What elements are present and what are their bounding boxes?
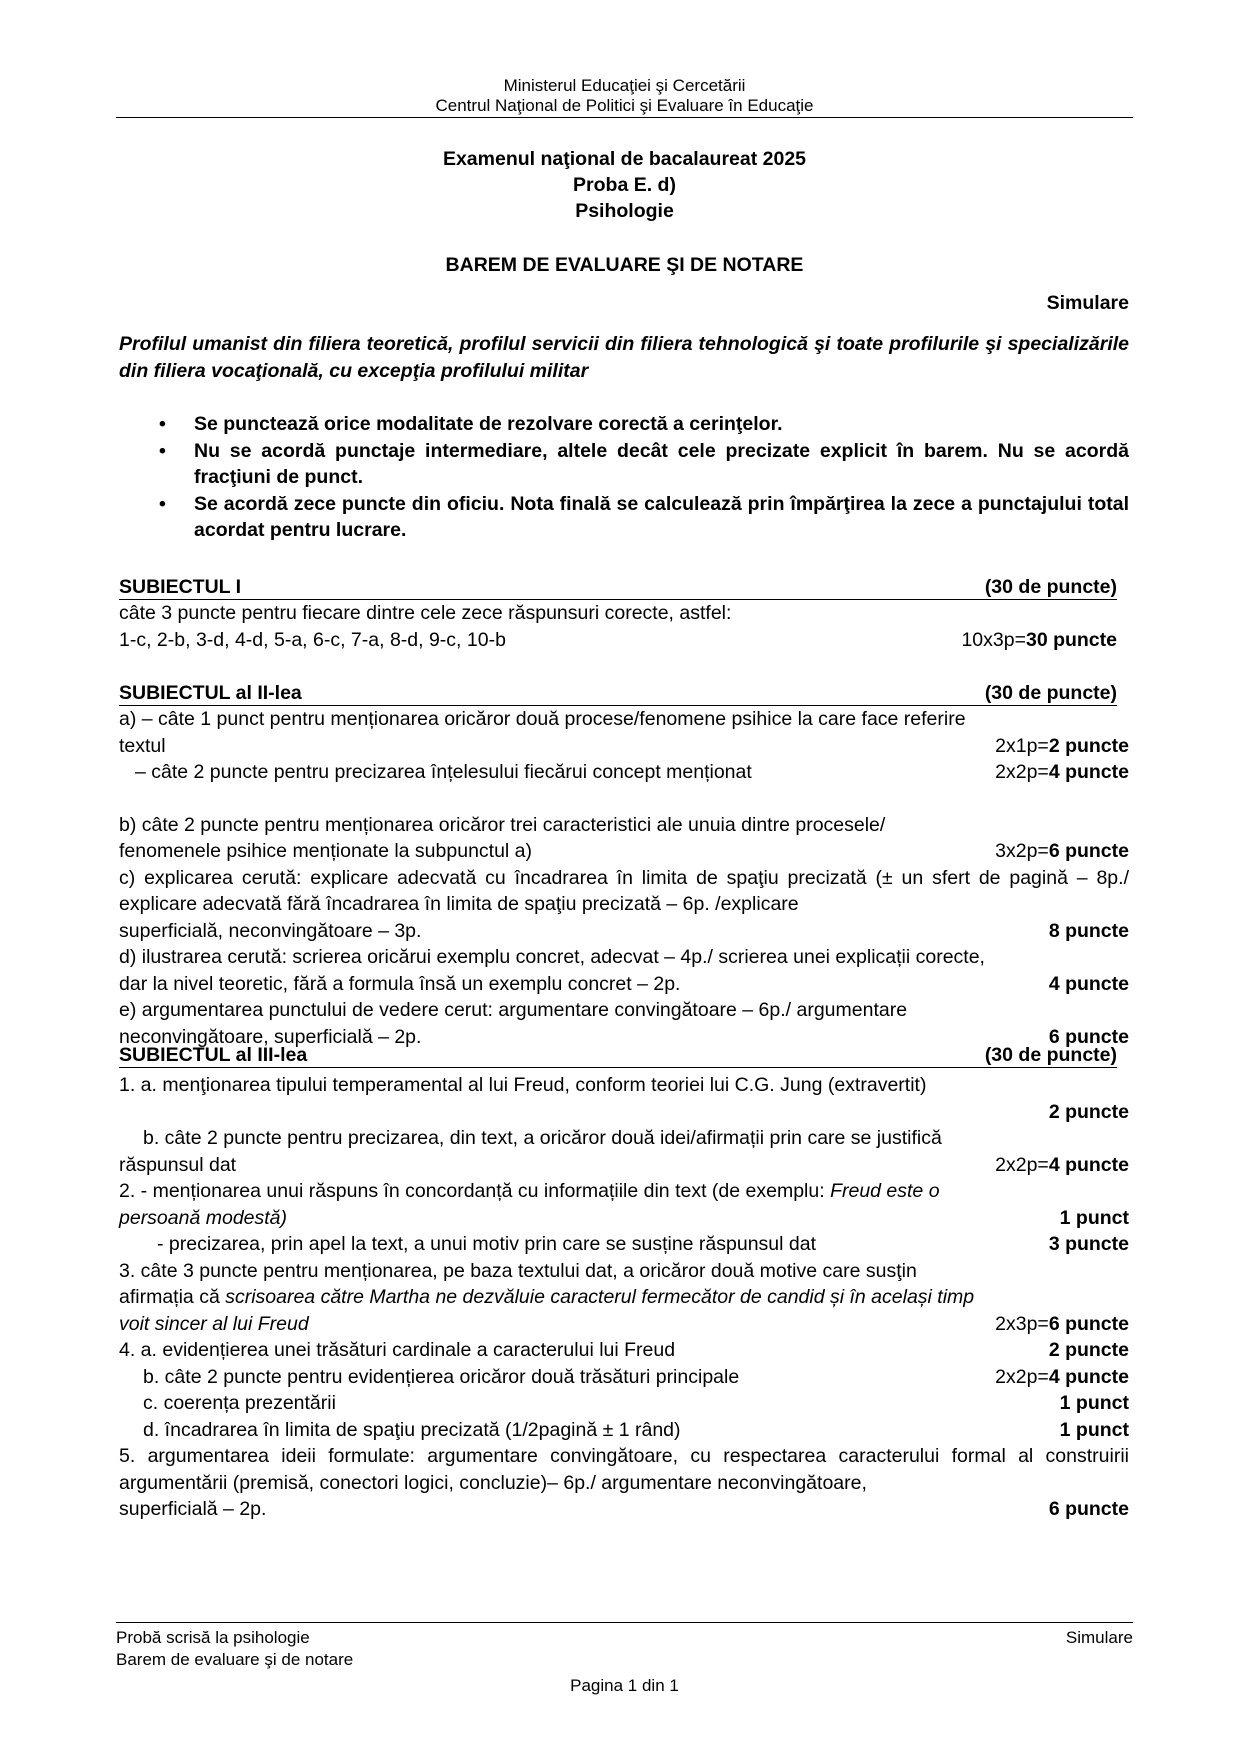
center-name: Centrul Naţional de Politici şi Evaluare în Educaţie bbox=[435, 96, 814, 115]
section-1-heading: SUBIECTUL I (30 de puncte) bbox=[119, 576, 1117, 598]
rule-item: • Se punctează orice modalitate de rezolvare corectă a cerinţelor. bbox=[119, 411, 1129, 438]
s2-d-last: dar la nivel teoretic, fără a formula însă un exemplu concret – 2p. 4 puncte bbox=[119, 972, 1129, 995]
s3-q5-text: 5. argumentarea ideii formulate: argumentare convingătoare, cu respectarea caracterului formal al construirii argumentării (premisă, conectori logici, concluzie)– 6p./ argumentare neconvingătoare, bbox=[119, 1445, 1129, 1494]
footer-line1: Probă scrisă la psihologie Simulare bbox=[116, 1628, 1133, 1647]
s2-e-text: e) argumentarea punctului de vedere cerut: argumentare convingătoare – 6p./ argumentare bbox=[119, 999, 908, 1021]
exam-title: Examenul naţional de bacalaureat 2025 bbox=[442, 148, 807, 170]
s1-answers-row: 1-c, 2-b, 3-d, 4-d, 5-a, 6-c, 7-a, 8-d, 9-c, 10-b 10x3p=30 puncte bbox=[119, 628, 1117, 651]
s2-b-line2: fenomenele psihice menționate la subpunctul a) 3x2p=6 puncte bbox=[119, 840, 1129, 862]
s3-q2-line2: persoană modestă) 1 punct bbox=[119, 1206, 1129, 1229]
s2-c-last: superficială, neconvingătoare – 3p. 8 puncte bbox=[119, 919, 1129, 942]
s3-q1a: 1. a. menţionarea tipului temperamental al lui Freud, conform teoriei lui C.G. Jung (extravertit) bbox=[119, 1074, 927, 1096]
rule-item: • Nu se acordă punctaje intermediare, altele decât cele precizate explicit în barem. Nu se acordă fracţiuni de punct. bbox=[159, 439, 1129, 488]
s3-q3-line2: afirmația că scrisoarea către Martha ne dezvăluie caracterul fermecător de candid și în același timp bbox=[119, 1286, 975, 1308]
s2-c-text: c) explicarea cerută: explicare adecvată cu încadrarea în limita de spaţiu precizată (± un sfert de pagină – 8p./ explicare adecvată fără încadrarea în limita de spaţiu precizată – 6p. /explicare bbox=[119, 866, 1129, 915]
ministry-name: Ministerul Educaţiei şi Cercetării bbox=[503, 76, 746, 95]
s3-q2-line1: 2. - menționarea unui răspuns în concordanță cu informațiile din text (de exemplu: Freud este o bbox=[119, 1180, 940, 1202]
exam-subject: Psihologie bbox=[575, 200, 674, 222]
s3-q4d: d. încadrarea în limita de spaţiu precizată (1/2pagină ± 1 rând) 1 punct bbox=[143, 1418, 1129, 1441]
s3-q4a: 4. a. evidențierea unei trăsături cardinale a caracterului lui Freud 2 puncte bbox=[119, 1339, 1129, 1361]
section-3 bbox=[119, 1044, 1129, 1523]
page-number: Pagina 1 din 1 bbox=[570, 1676, 679, 1695]
exam-proba: Proba E. d) bbox=[573, 174, 676, 196]
s3-q1b-last: răspunsul dat 2x2p=4 puncte bbox=[119, 1153, 1129, 1176]
section-2 bbox=[119, 682, 1129, 1050]
s2-a2: – câte 2 puncte pentru precizarea înțelesului fiecărui concept menționat 2x2p=4 puncte bbox=[135, 761, 1129, 783]
s3-q4b: b. câte 2 puncte pentru evidențierea oricăror două trăsături principale 2x2p=4 puncte bbox=[143, 1365, 1129, 1388]
s3-q2b: - precizarea, prin apel la text, a unui motiv prin care se susține răspunsul dat 3 puncte bbox=[157, 1233, 1129, 1255]
s2-b-line1: b) câte 2 puncte pentru menționarea oricăror trei caracteristici ale unuia dintre procesele/ bbox=[119, 813, 886, 836]
s3-q3-line3: voit sincer al lui Freud 2x3p=6 puncte bbox=[119, 1312, 1129, 1335]
s3-q1b-text: b. câte 2 puncte pentru precizarea, din text, a oricăror două idei/afirmații prin care se justifică bbox=[143, 1127, 942, 1149]
variant-label: Simulare bbox=[1046, 292, 1129, 314]
section-1 bbox=[119, 576, 1129, 653]
s3-q1a-score: 2 puncte bbox=[1048, 1100, 1129, 1123]
bullet-icon: • bbox=[159, 439, 166, 462]
bullet-icon: • bbox=[159, 492, 166, 515]
section-2-heading: SUBIECTUL al II-lea (30 de puncte) bbox=[119, 682, 1117, 704]
s3-q4c: c. coerența prezentării 1 punct bbox=[143, 1392, 1129, 1414]
footer-line2: Barem de evaluare şi de notare bbox=[116, 1650, 354, 1669]
rules-list bbox=[119, 411, 1129, 544]
barem-title: BAREM DE EVALUARE ŞI DE NOTARE bbox=[445, 254, 804, 276]
s2-d-text: d) ilustrarea cerută: scrierea oricărui exemplu concret, adecvat – 4p./ scrierea unei explicații corecte, bbox=[119, 946, 985, 968]
s2-a1-line2: textul 2x1p=2 puncte bbox=[119, 734, 1129, 757]
rule-item: • Se acordă zece puncte din oficiu. Nota finală se calculează prin împărţirea la zece a punctajului total acordat pentru lucrare. bbox=[159, 492, 1129, 541]
section-3-heading: SUBIECTUL al III-lea (30 de puncte) bbox=[119, 1044, 1117, 1066]
header-rule bbox=[116, 117, 1133, 118]
s1-intro: câte 3 puncte pentru fiecare dintre cele zece răspunsuri corecte, astfel: bbox=[119, 602, 732, 624]
bullet-icon: • bbox=[159, 413, 166, 435]
s2-a1-line1: a) – câte 1 punct pentru menționarea oricăror două procese/fenomene psihice la care face referire bbox=[119, 708, 966, 730]
profile-text: Profilul umanist din filiera teoretică, profilul servicii din filiera tehnologică şi toate profilurile şi specializările din filiera vocaţională, cu excepţia profilului militar bbox=[119, 333, 1129, 382]
s3-q3-line1: 3. câte 3 puncte pentru menționarea, pe baza textului dat, a oricăror două motive care susţin bbox=[119, 1259, 917, 1282]
footer-rule bbox=[116, 1622, 1133, 1623]
footer bbox=[116, 1627, 1133, 1697]
s3-q5-last: superficială – 2p. 6 puncte bbox=[119, 1498, 1129, 1520]
s2-e-last: neconvingătoare, superficială – 2p. 6 puncte bbox=[119, 1025, 1129, 1048]
